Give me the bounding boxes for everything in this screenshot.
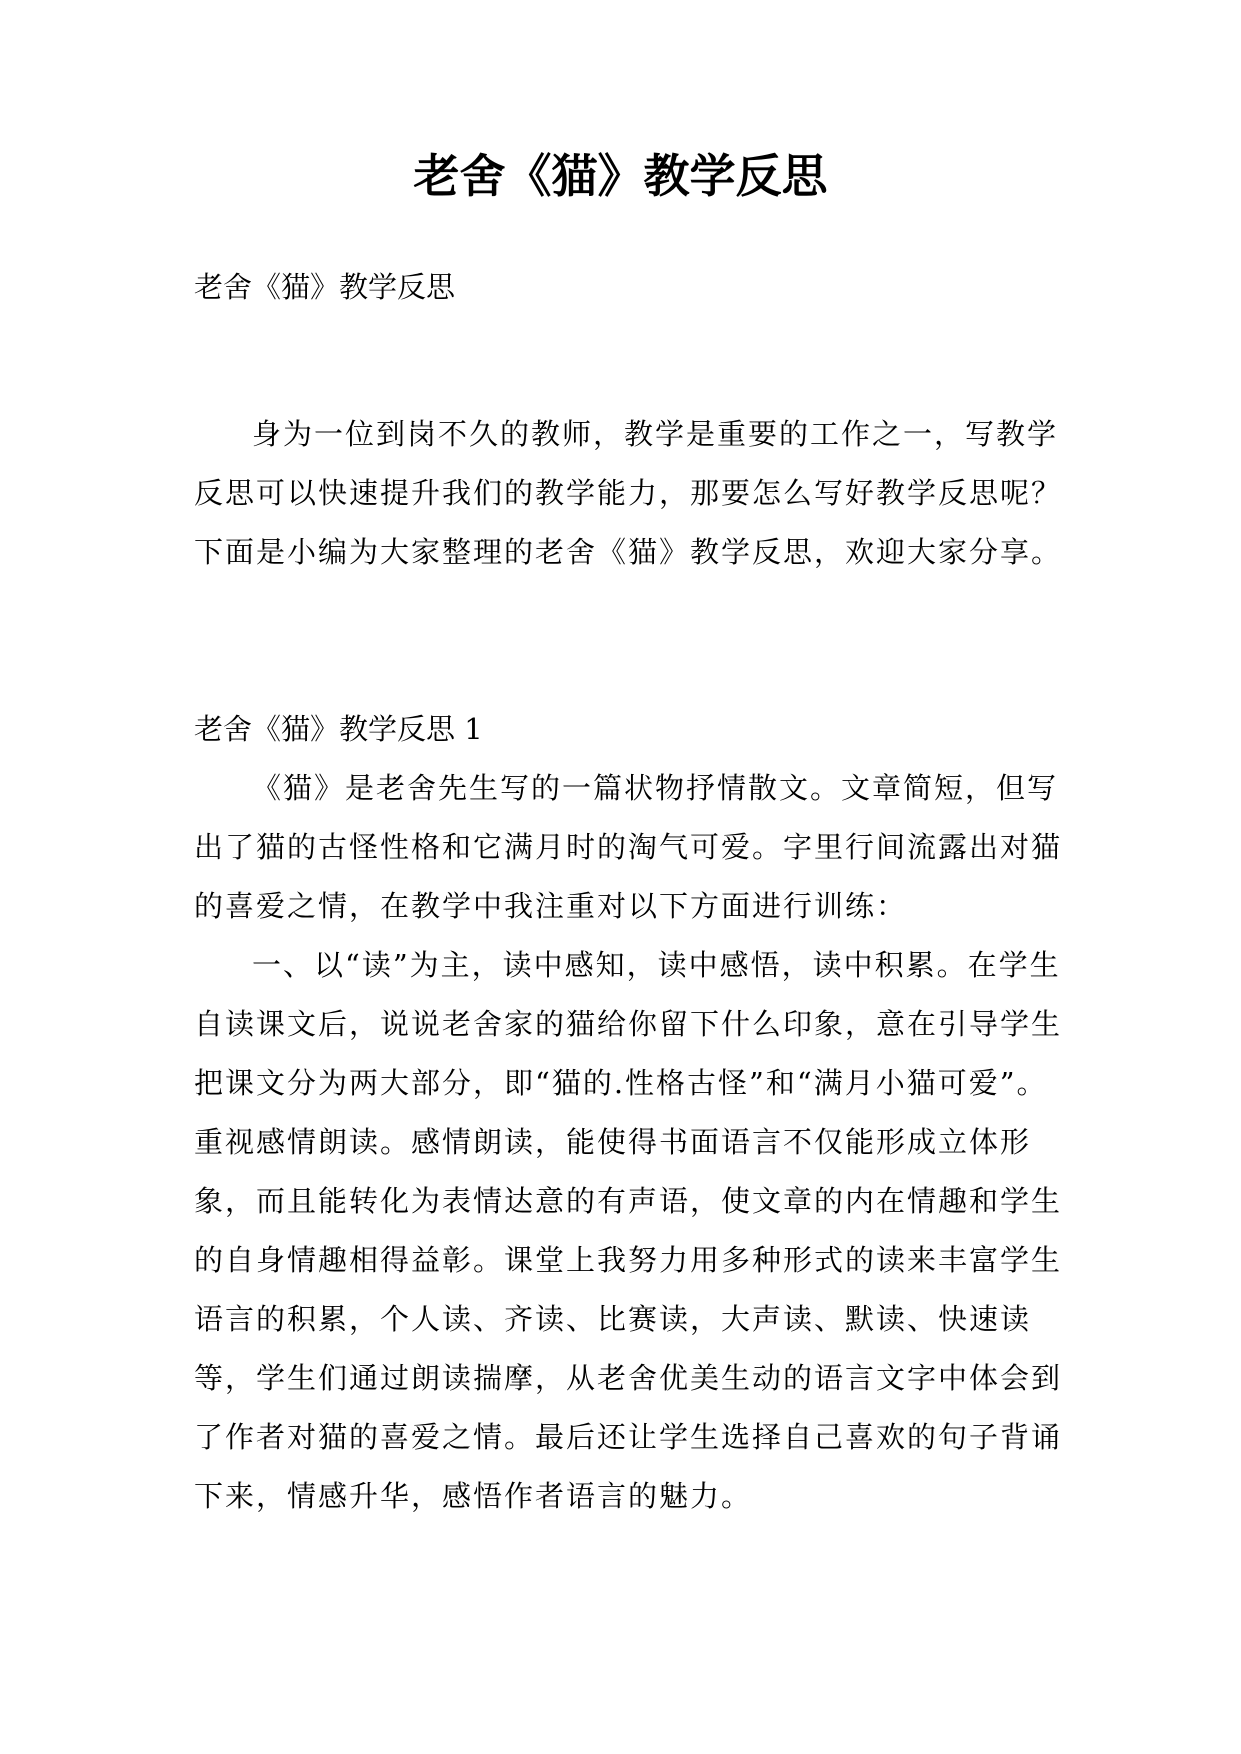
intro-paragraph: 身为一位到岗不久的教师，教学是重要的工作之一，写教学反思可以快速提升我们的教学能力，那要怎么写好教学反思呢？下面是小编为大家整理的老舍《猫》教学反思，欢迎大家分享。	[194, 417, 1063, 569]
document-subtitle: 老舍《猫》教学反思	[194, 270, 456, 304]
document-title: 老舍《猫》教学反思	[413, 149, 828, 203]
section-paragraph: 《猫》是老舍先生写的一篇状物抒情散文。文章简短，但写出了猫的古怪性格和它满月时的淘气可爱。字里行间流露出对猫的喜爱之情，在教学中我注重对以下方面进行训练：	[194, 771, 1063, 923]
section-heading: 老舍《猫》教学反思 1	[194, 712, 483, 746]
section-1	[194, 700, 1064, 1526]
section-paragraph: 一、以“读”为主，读中感知，读中感悟，读中积累。在学生自读课文后，说说老舍家的猫给你留下什么印象，意在引导学生把课文分为两大部分，即“猫的.性格古怪”和“满月小猫可爱”。重视感情朗读。感情朗读，能使得书面语言不仅能形成立体形象，而且能转化为表情达意的有声语，使文章的内在情趣和学生的自身情趣相得益彰。课堂上我努力用多种形式的读来丰富学生语言的积累，个人读、齐读、比赛读，大声读、默读、快速读等，学生们通过朗读揣摩，从老舍优美生动的语言文字中体会到了作者对猫的喜爱之情。最后还让学生选择自己喜欢的句子背诵下来，情感升华，感悟作者语言的魅力。	[194, 948, 1063, 1513]
